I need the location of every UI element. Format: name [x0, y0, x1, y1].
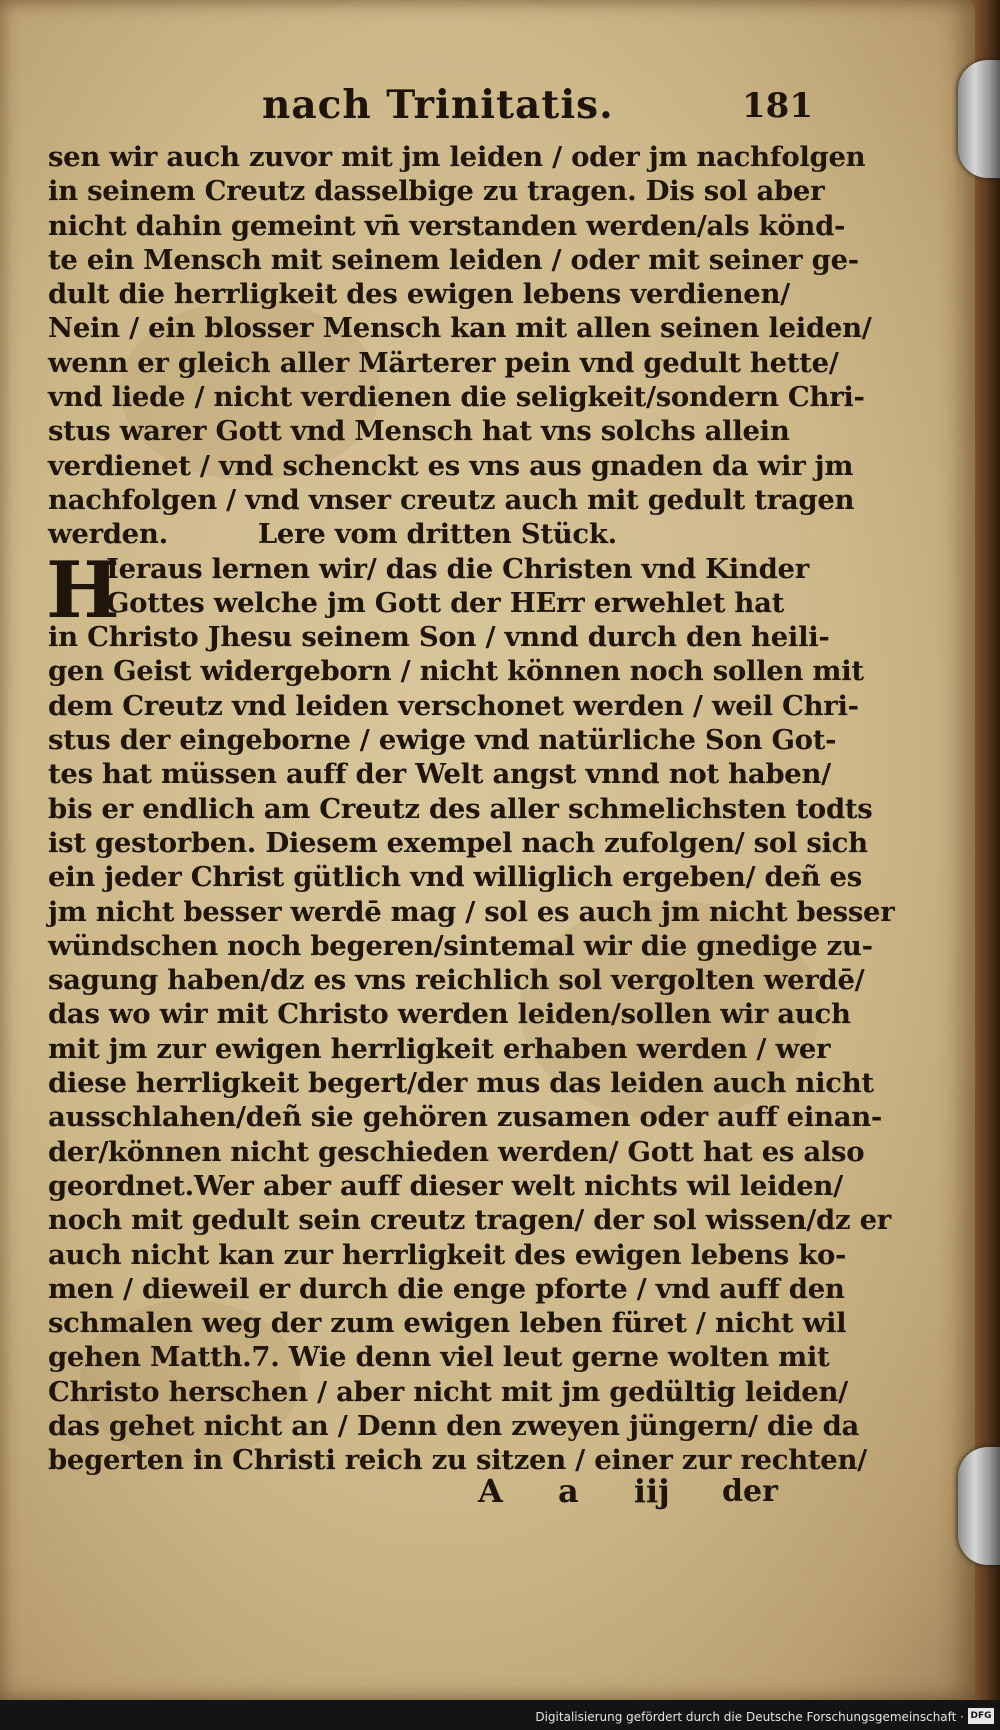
text-line: in seinem Creutz dasselbige zu tragen. Dis sol aber [48, 175, 825, 208]
page-text [48, 140, 895, 1478]
text-line: tes hat müssen auff der Welt angst vnnd not haben/ [48, 758, 831, 791]
text-line: noch mit gedult sein creutz tragen/ der sol wissen/dz er [48, 1204, 891, 1237]
text-line: auch nicht kan zur herrligkeit des ewigen lebens ko- [48, 1238, 847, 1271]
text-line: ist gestorben. Diesem exempel nach zufolgen/ sol sich [48, 826, 868, 859]
text-line: ein jeder Christ gütlich vnd williglich ergeben/ deñ es [48, 861, 862, 894]
text-line: der/können nicht geschieden werden/ Gott hat es also [48, 1135, 865, 1168]
text-line: nicht dahin gemeint vn̄ verstanden werden/als könd- [48, 209, 846, 242]
section-heading-lead: werden. [48, 518, 168, 551]
text-line: dult die herrligkeit des ewigen lebens verdienen/ [48, 278, 790, 311]
signature-mark: A a iij [478, 1472, 670, 1510]
text-line: begerten in Christi reich zu sitzen / einer zur rechten/ [48, 1444, 867, 1477]
text-line: wündschen noch begeren/sintemal wir die gnedige zu- [48, 929, 873, 962]
section-heading [48, 517, 784, 551]
text-line: bis er endlich am Creutz des aller schmelichsten todts [48, 792, 873, 825]
text-line: schmalen weg der zum ewigen leben füret / nicht wil [48, 1307, 847, 1340]
text-line: vnd liede / nicht verdienen die seligkeit/sondern Chri- [48, 381, 865, 414]
metal-clasp-bottom [958, 1447, 1000, 1565]
text-line: nachfolgen / vnd vnser creutz auch mit gedult tragen [48, 483, 855, 516]
running-head: nach Trinitatis. [262, 82, 614, 128]
text-line: gen Geist widergeborn / nicht können noch sollen mit [48, 655, 864, 688]
text-line: mit jm zur ewigen herrligkeit erhaben werden / wer [48, 1032, 831, 1065]
text-line: men / dieweil er durch die enge pforte / vnd auff den [48, 1272, 845, 1305]
text-line: Nein / ein blosser Mensch kan mit allen seinen leiden/ [48, 312, 872, 345]
page-number: 181 [742, 86, 813, 126]
text-line: wenn er gleich aller Märterer pein vnd gedult hette/ [48, 346, 839, 379]
text-line: sagung haben/dz es vns reichlich sol vergolten werdē/ [48, 964, 865, 997]
text-line: geordnet.Wer aber auff dieser welt nichts wil leiden/ [48, 1169, 843, 1202]
text-line: verdienet / vnd schenckt es vns aus gnaden da wir jm [48, 449, 854, 482]
text-line: ausschlahen/deñ sie gehören zusamen oder auff einan- [48, 1101, 883, 1134]
text-line: te ein Mensch mit seinem leiden / oder mit seiner ge- [48, 243, 859, 276]
section-heading-title: Lere vom dritten Stück. [257, 518, 617, 551]
text-line: jm nicht besser werdē mag / sol es auch jm nicht besser [48, 895, 895, 928]
text-line: Christo herschen / aber nicht mit jm gedültig leiden/ [48, 1375, 848, 1408]
text-line: sen wir auch zuvor mit jm leiden / oder jm nachfolgen [48, 141, 866, 173]
footer-credit: Digitalisierung gefördert durch die Deutsche Forschungsgemeinschaft · [535, 1710, 964, 1724]
text-line: diese herrligkeit begert/der mus das leiden auch nicht [48, 1067, 874, 1100]
text-line: stus der eingeborne / ewige vnd natürliche Son Got- [48, 724, 837, 757]
text-line: Gottes welche jm Gott der HErr erwehlet hat [106, 586, 784, 619]
text-line: gehen Matth.7. Wie denn viel leut gerne wolten mit [48, 1341, 830, 1374]
metal-clasp-top [958, 60, 1000, 178]
dfg-logo-icon: DFG [968, 1708, 994, 1724]
text-line: in Christo Jhesu seinem Son / vnnd durch den heili- [48, 621, 830, 654]
text-line: stus warer Gott vnd Mensch hat vns solchs allein [48, 415, 790, 448]
text-line: das wo wir mit Christo werden leiden/sollen wir auch [48, 998, 851, 1031]
text-line: dem Creutz vnd leiden verschonet werden / weil Chri- [48, 689, 859, 722]
text-line: das gehet nicht an / Denn den zweyen jüngern/ die da [48, 1409, 860, 1442]
drop-initial: H [46, 545, 120, 636]
catchword: der [722, 1474, 778, 1509]
text-line: Ieraus lernen wir/ das die Christen vnd Kinder [106, 552, 809, 585]
